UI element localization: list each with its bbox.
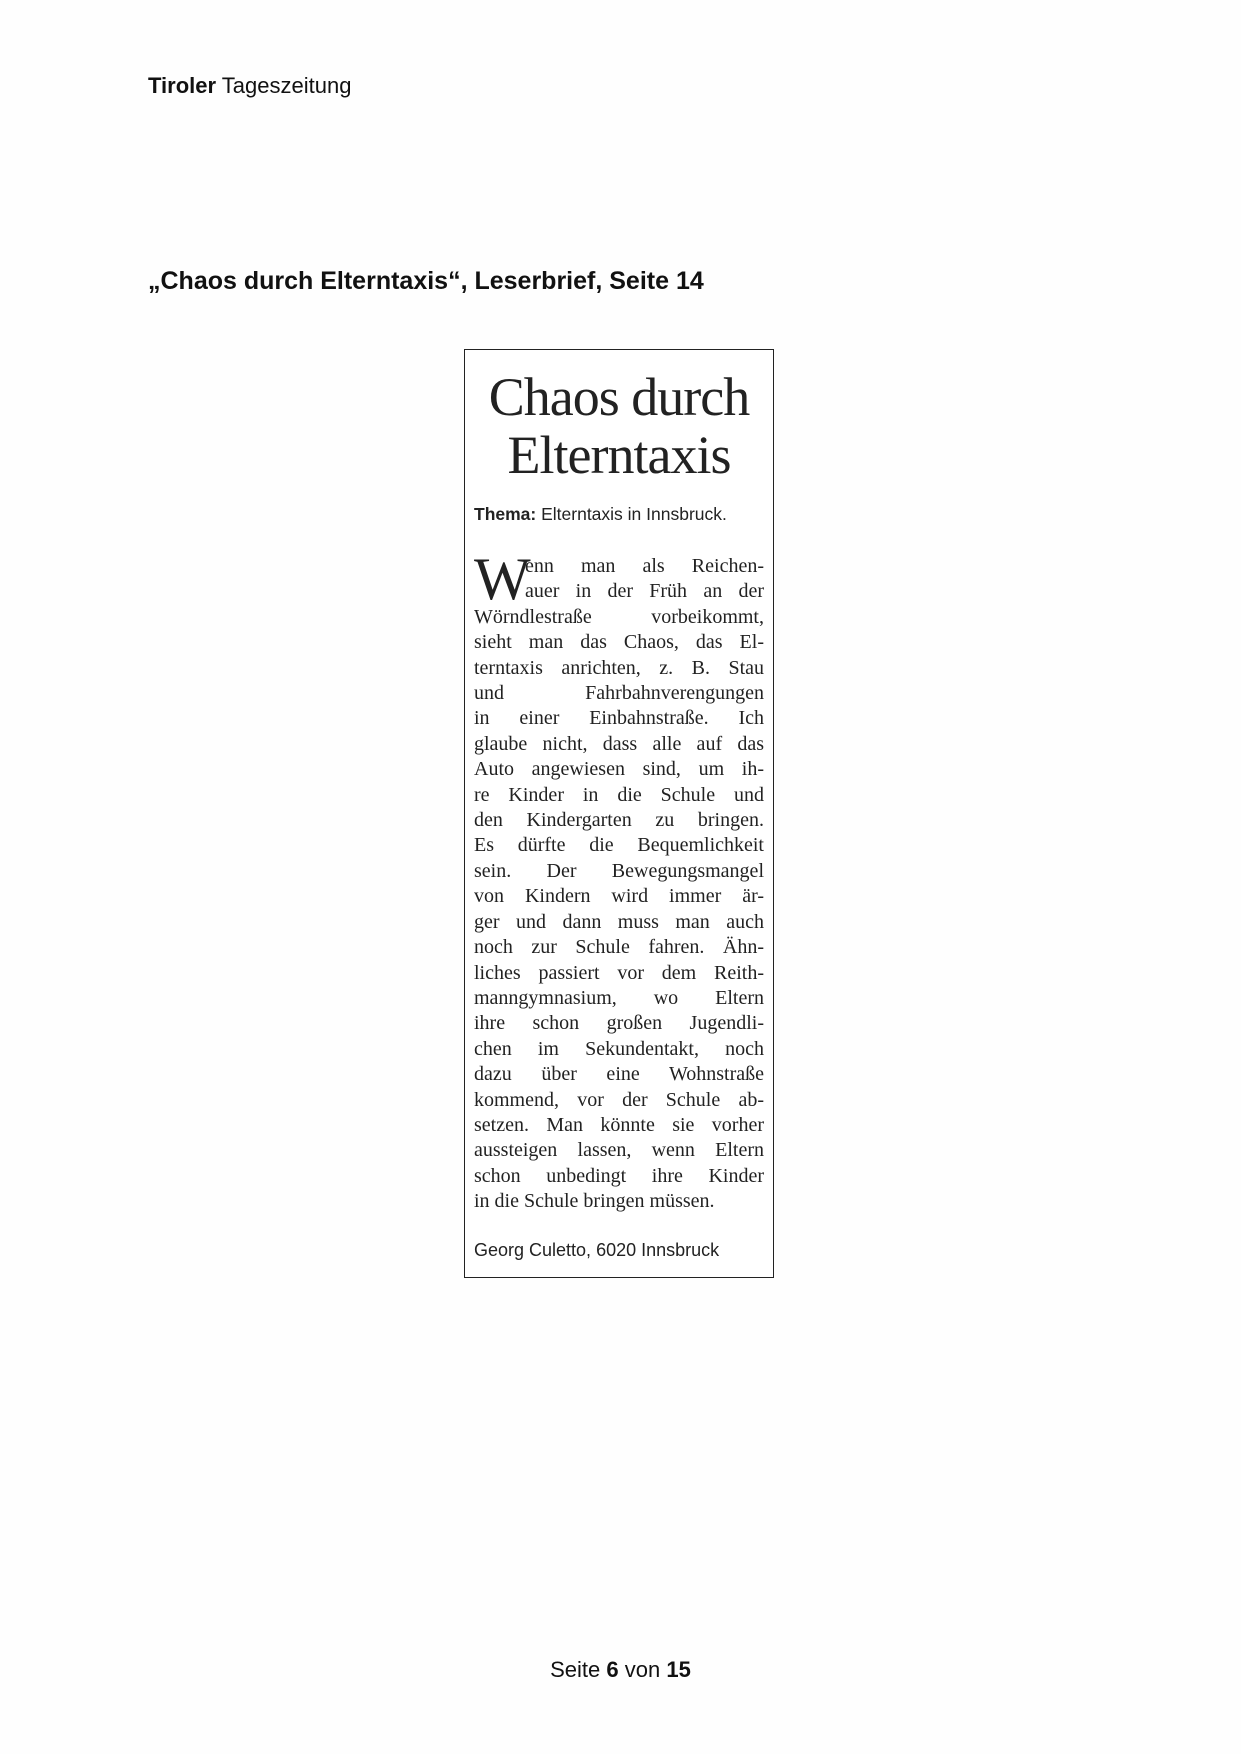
letter-body-line: noch zur Schule fahren. Ähn- [474,936,764,959]
clipping-topic [474,503,727,525]
letter-body-line: chen im Sekundentakt, noch [474,1037,764,1060]
current-page-number: 6 [606,1657,619,1682]
footer-middle: von [624,1657,661,1682]
letter-body-line: Auto angewiesen sind, um ih- [474,758,764,781]
clipping-headline-line1: Chaos durch [488,367,750,427]
total-pages: 15 [666,1657,691,1682]
letter-body-line: sieht man das Chaos, das El- [474,631,764,654]
letter-author: Georg Culetto, 6020 Innsbruck [474,1240,720,1260]
clipping-headline [465,368,773,484]
letter-body-line: terntaxis anrichten, z. B. Stau [474,656,764,679]
letter-body-line: ihre schon großen Jugendli- [474,1012,764,1035]
letter-body-line: kommend, vor der Schule ab- [474,1088,764,1111]
letter-body-line: in die Schule bringen müssen. [474,1190,715,1213]
drop-cap: W [474,546,531,612]
letter-body-line: in einer Einbahnstraße. Ich [474,707,764,730]
letter-body-line: den Kindergarten zu bringen. [474,809,764,832]
letter-body-line: Wörndlestraße vorbeikommt, [474,605,764,628]
letter-body-line: von Kindern wird immer är- [474,885,764,908]
clipping-headline-line2: Elterntaxis [507,425,731,485]
letter-body-line: Es dürfte die Bequemlichkeit [474,834,764,857]
letter-body [474,546,764,1215]
letter-body-line: und Fahrbahnverengungen [474,682,764,705]
publication-name-bold: Tiroler [148,73,217,98]
letter-body-line: aussteigen lassen, wenn Eltern [474,1139,764,1162]
topic-value: Elterntaxis in Innsbruck. [541,504,727,524]
letter-body-line: setzen. Man könnte sie vorher [474,1113,764,1136]
letter-body-line: enn man als Reichen- [525,555,764,577]
footer-prefix: Seite [550,1657,601,1682]
letter-body-line: glaube nicht, dass alle auf das [474,732,764,755]
letter-body-line: dazu über eine Wohnstraße [474,1063,764,1086]
letter-body-line: sein. Der Bewegungsmangel [474,859,764,882]
publication-header [148,72,351,100]
letter-body-line: auer in der Früh an der [525,580,764,603]
document-title: „Chaos durch Elterntaxis“, Leserbrief, Seite 14 [148,267,704,295]
letter-body-line: schon unbedingt ihre Kinder [474,1164,764,1187]
publication-name-rest: Tageszeitung [221,73,352,98]
letter-body-line: ger und dann muss man auch [474,910,764,933]
page-footer [0,1656,1241,1684]
topic-label: Thema: [474,504,537,524]
letter-body-line: re Kinder in die Schule und [474,783,764,806]
letter-body-line: liches passiert vor dem Reith- [474,961,764,984]
letter-body-line: manngymnasium, wo Eltern [474,986,764,1009]
newspaper-clipping [464,349,774,1278]
